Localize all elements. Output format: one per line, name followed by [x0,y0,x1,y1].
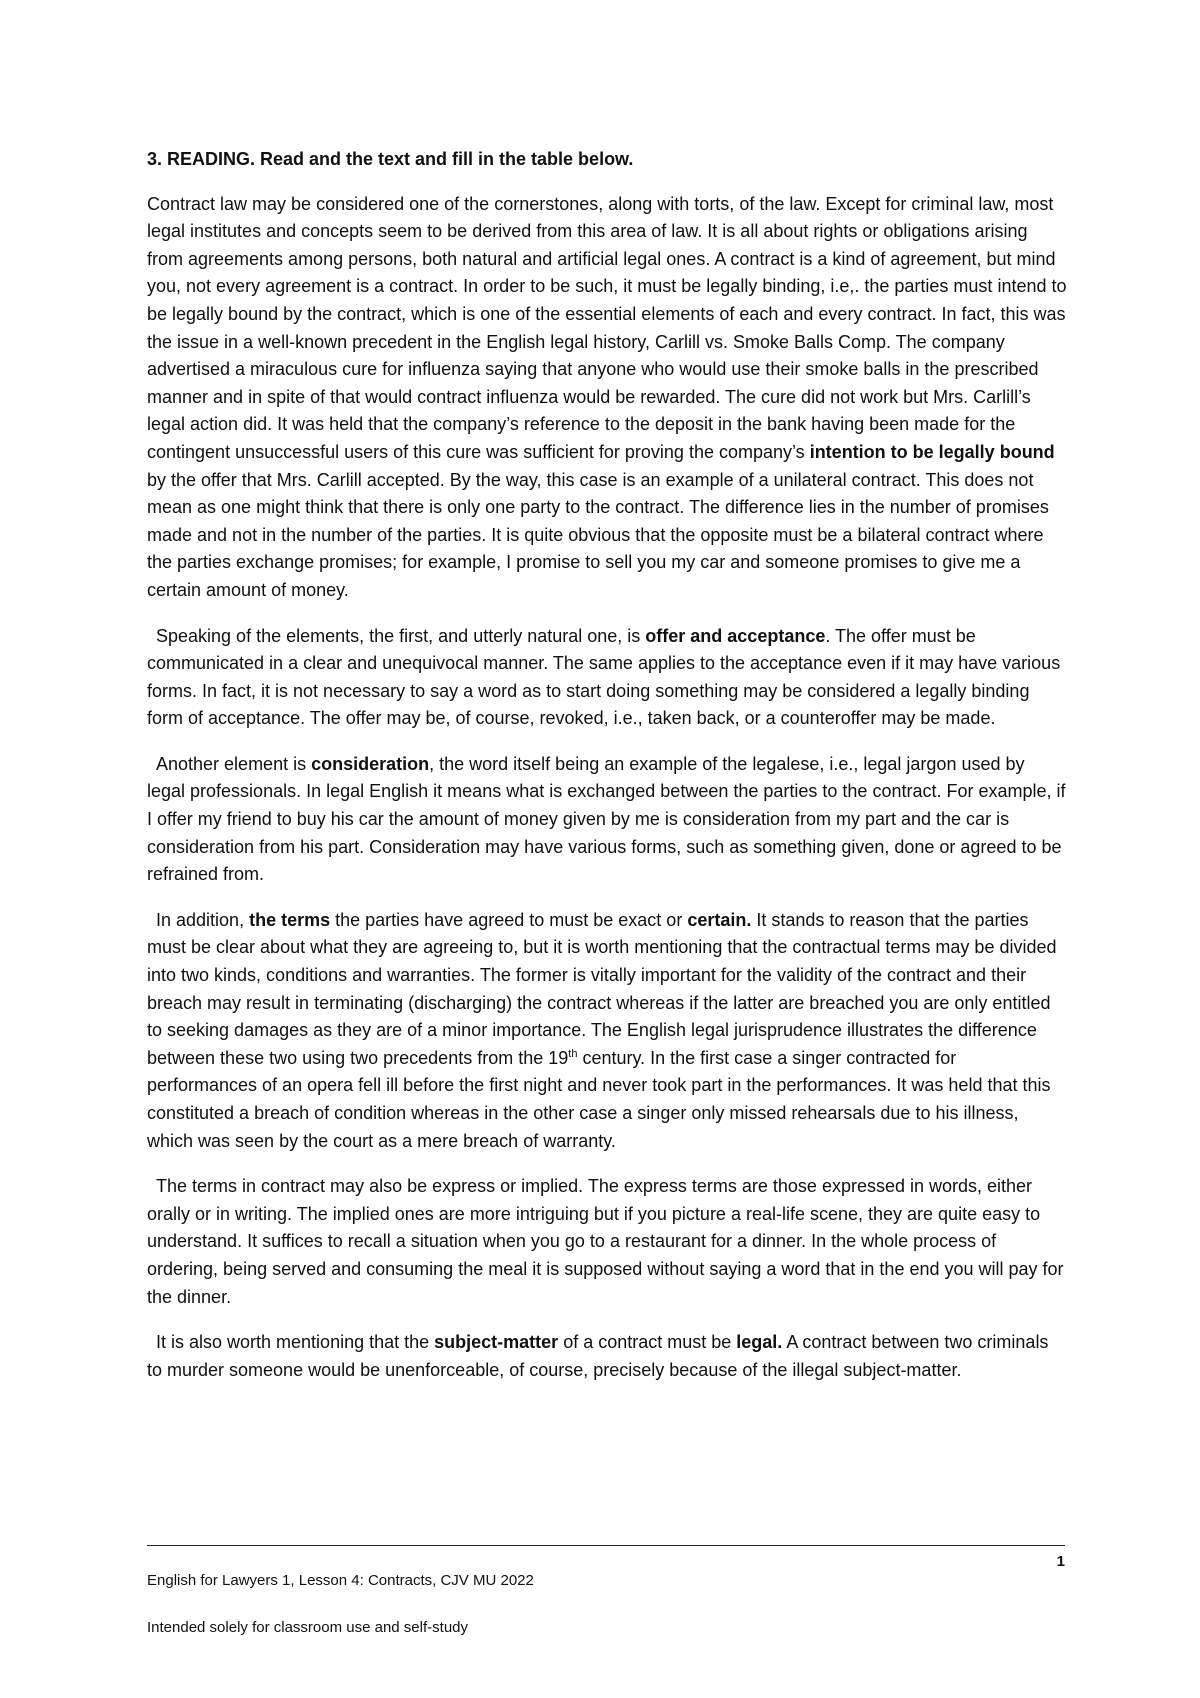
footer-divider [147,1545,1065,1546]
bold-term: the terms [249,909,331,930]
bold-term: intention to be legally bound [809,441,1055,462]
paragraph-intro [147,191,1067,605]
text-run: Speaking of the elements, the first, and utterly natural one, is [156,625,646,646]
paragraph-subject-matter [147,1329,1067,1384]
bold-term: subject-matter [434,1332,559,1353]
text-run: A contract between two criminals to murder someone would be unenforceable, of course, precisely because of the illegal subject-matter. [147,1332,1049,1380]
text-run: , the word itself being an example of the legalese, i.e., legal jargon used by legal professionals. In legal English it means what is exchanged between the parties to the contract. For example, if I offer my friend to buy his car the amount of money given by me is consideration from my part and the car is consideration from his part. Consideration may have various forms, such as something given, done or agreed to be refrained from. [147,753,1066,885]
bold-term: offer and acceptance [645,625,826,646]
paragraph-express-implied [147,1173,1067,1311]
paragraph-offer-acceptance [147,623,1067,733]
paragraph-consideration [147,751,1067,889]
text-run: of a contract must be [558,1332,737,1353]
bold-term: consideration [311,753,430,774]
bold-term: legal. [736,1332,783,1353]
bold-term: certain. [687,909,752,930]
footer-usage-note: Intended solely for classroom use and self-study [147,1619,468,1636]
footer-course-info: English for Lawyers 1, Lesson 4: Contracts, CJV MU 2022 [147,1572,534,1589]
text-run: Another element is [156,753,312,774]
text-run: century. In the first case a singer contracted for performances of an opera fell ill before the first night and never took part in the performances. It was held that this constituted a breach of condition whereas in the other case a singer only missed rehearsals due to his illness, which was seen by the court as a mere breach of warranty. [147,1047,1051,1151]
document-body [147,146,1067,1402]
text-run: Contract law may be considered one of the cornerstones, along with torts, of the law. Except for criminal law, most legal institutes and concepts seem to be derived from this area of law. It is all about rights or obligations arising from agreements among persons, both natural and artificial legal ones. A contract is a kind of agreement, but mind you, not every agreement is a contract. In order to be such, it must be legally binding, i.e,. the parties must intend to be legally bound by the contract, which is one of the essential elements of each and every contract. In fact, this was the issue in a well-known precedent in the English legal history, Carlill vs. Smoke Balls Comp. The company advertised a miraculous cure for influenza saying that anyone who would use their smoke balls in the prescribed manner and in spite of that would contract influenza would be rewarded. The cure did not work but Mrs. Carlill’s legal action did. It was held that the company’s reference to the deposit in the bank having been made for the contingent unsuccessful users of this cure was sufficient for proving the company’s [147,193,1067,462]
page-number: 1 [1056,1553,1065,1570]
text-run: In addition, [156,909,250,930]
text-run: . The offer must be communicated in a clear and unequivocal manner. The same applies to the acceptance even if it may have various forms. In fact, it is not necessary to say a word as to start doing something may be considered a legally binding form of acceptance. The offer may be, of course, revoked, i.e., taken back, or a counteroffer may be made. [147,625,1061,729]
section-heading: 3. READING. Read and the text and fill in the table below. [147,149,634,169]
text-run: by the offer that Mrs. Carlill accepted. By the way, this case is an example of a unilateral contract. This does not mean as one might think that there is only one party to the contract. The difference lies in the number of promises made and not in the number of the parties. It is quite obvious that the opposite must be a bilateral contract where the parties exchange promises; for example, I promise to sell you my car and someone promises to give me a certain amount of money. [147,469,1049,600]
superscript: th [568,1047,578,1060]
text-run: It stands to reason that the parties must be clear about what they are agreeing to, but it is worth mentioning that the contractual terms may be divided into two kinds, conditions and warranties. The former is vitally important for the validity of the contract and their breach may result in terminating (discharging) the contract whereas if the latter are breached you are only entitled to seeking damages as they are of a minor importance. The English legal jurisprudence illustrates the difference between these two using two precedents from the 19 [147,909,1057,1068]
text-run: It is also worth mentioning that the [156,1332,435,1353]
text-run: the parties have agreed to must be exact or [330,909,688,930]
text-run: The terms in contract may also be express or implied. The express terms are those expressed in words, either orally or in writing. The implied ones are more intriguing but if you picture a real-life scene, they are quite easy to understand. It suffices to recall a situation when you go to a restaurant for a dinner. In the whole process of ordering, being served and consuming the meal it is supposed without saying a word that in the end you will pay for the dinner. [147,1176,1064,1307]
paragraph-terms [147,907,1067,1155]
